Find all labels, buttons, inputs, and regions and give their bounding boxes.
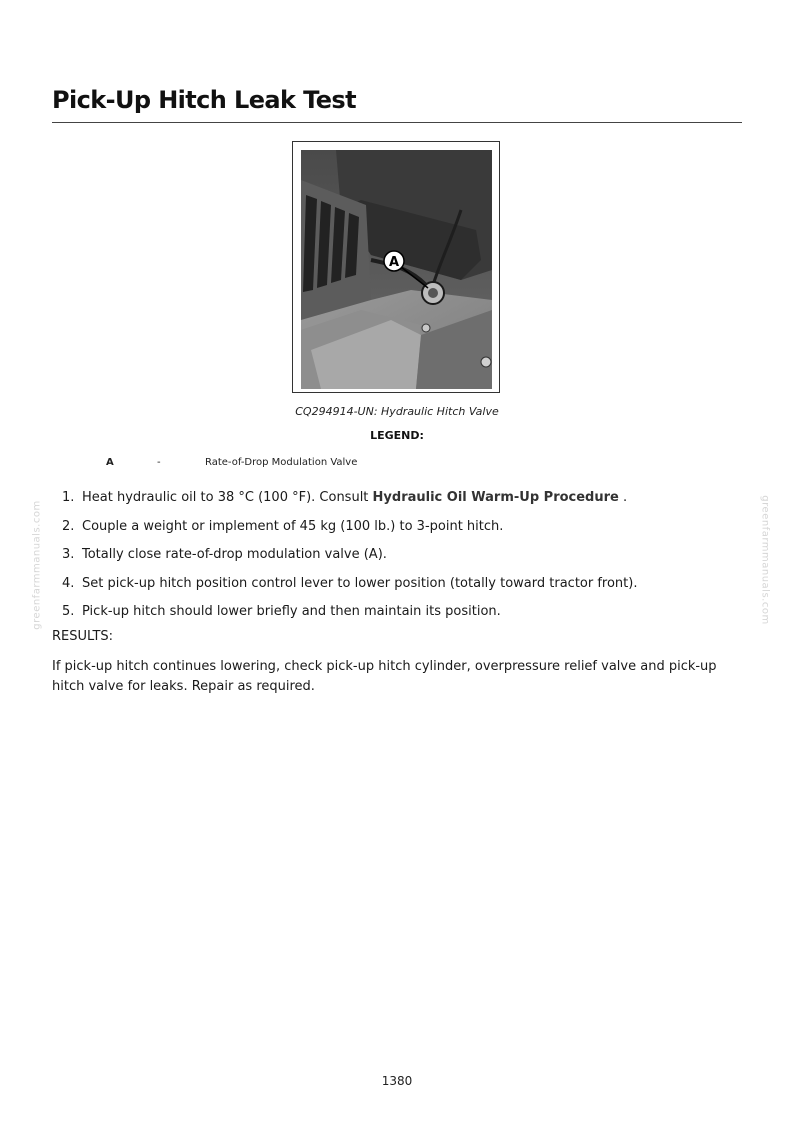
- figure-caption: CQ294914-UN: Hydraulic Hitch Valve: [295, 405, 499, 418]
- step-text: Heat hydraulic oil to 38 °C (100 °F). Consult: [82, 490, 373, 505]
- list-item: [62, 488, 742, 517]
- procedure-steps: [62, 488, 742, 631]
- results-label: RESULTS:: [52, 629, 114, 644]
- page-number: 1380: [381, 1074, 413, 1088]
- step-number: 5.: [62, 604, 75, 619]
- step-number: 3.: [62, 547, 75, 562]
- results-text: If pick-up hitch continues lowering, check pick-up hitch cylinder, overpressure relief valve and pick-up hitch valve for leaks. Repair as required.: [52, 659, 717, 694]
- step-number: 1.: [62, 490, 75, 505]
- legend-title: LEGEND:: [370, 429, 424, 442]
- page-title: Pick-Up Hitch Leak Test: [52, 86, 356, 114]
- figure-frame: [292, 141, 500, 393]
- step-number: 2.: [62, 518, 75, 534]
- callout-label: A: [388, 255, 400, 270]
- list-item: [62, 545, 742, 574]
- hydraulic-hitch-valve-photo: [301, 150, 492, 389]
- legend-dash: -: [157, 457, 161, 468]
- list-item: [62, 574, 742, 603]
- legend-description: Rate-of-Drop Modulation Valve: [205, 457, 358, 468]
- title-divider: [52, 122, 742, 123]
- warm-up-procedure-link[interactable]: Hydraulic Oil Warm-Up Procedure: [372, 490, 619, 505]
- watermark-right: greenfarmmanuals.com: [759, 495, 771, 625]
- step-text: Totally close rate-of-drop modulation valve (A).: [82, 547, 387, 562]
- step-text: Couple a weight or implement of 45 kg (100 lb.) to 3-point hitch.: [82, 518, 504, 534]
- watermark-left: greenfarmmanuals.com: [31, 500, 43, 630]
- step-text: Set pick-up hitch position control lever to lower position (totally toward tractor front).: [82, 575, 638, 591]
- list-item: [62, 517, 742, 546]
- step-text-end: .: [618, 490, 628, 505]
- step-number: 4.: [62, 575, 75, 591]
- legend-key: A: [106, 457, 114, 468]
- step-text: Pick-up hitch should lower briefly and then maintain its position.: [82, 604, 501, 619]
- list-item: [62, 602, 742, 631]
